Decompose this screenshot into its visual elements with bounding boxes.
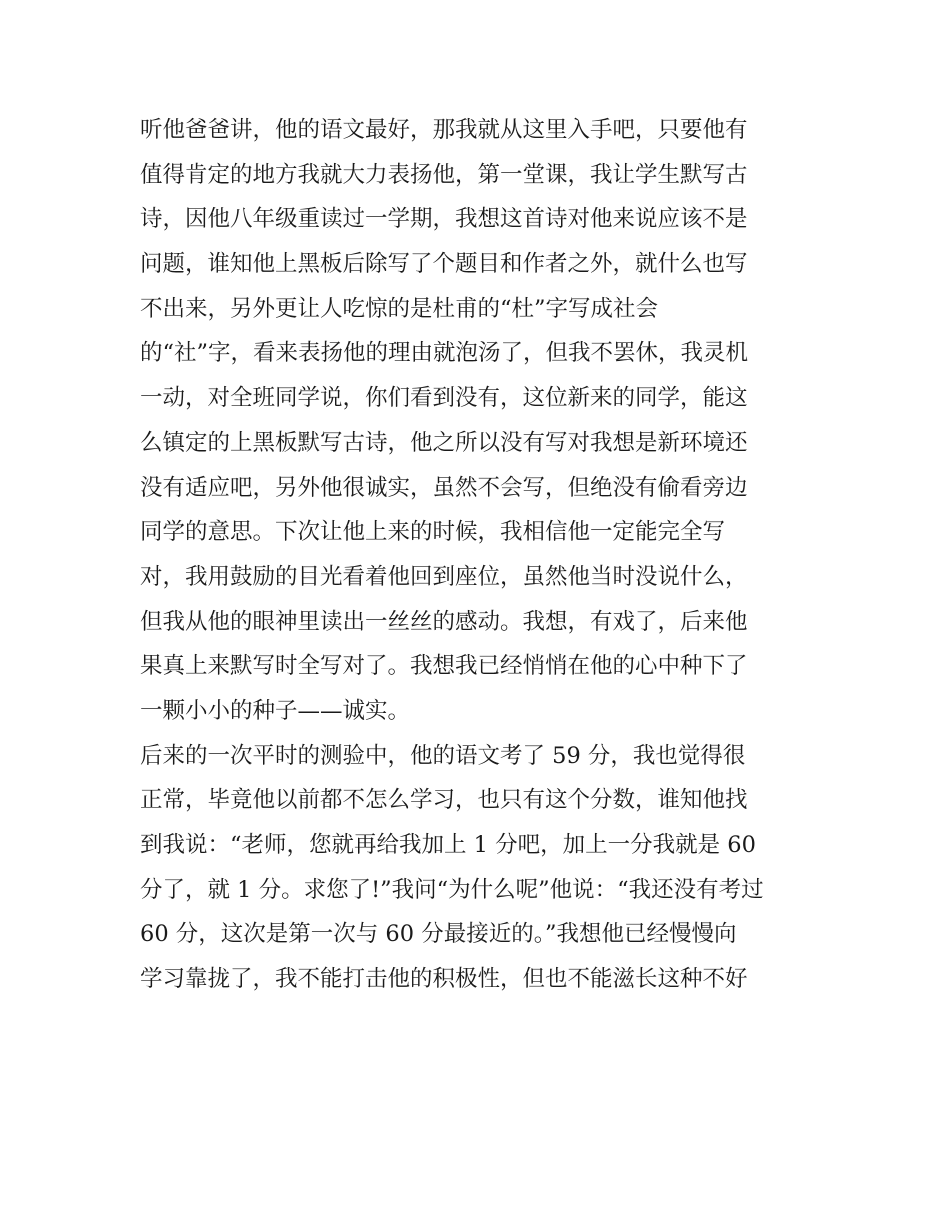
body-text	[140, 108, 820, 1002]
text-line: 问题，谁知他上黑板后除写了个题目和作者之外，就什么也写	[140, 251, 748, 278]
text-line: 60 分，这次是第一次与 60 分最接近的。”我想他已经慢慢向	[140, 921, 737, 948]
text-line: 分了，就 1 分。求您了!”我问“为什么呢”他说：“我还没有考过	[140, 876, 764, 903]
text-line: 不出来，另外更让人吃惊的是杜甫的“杜”字写成社会	[140, 295, 659, 322]
text-line: 到我说：“老师，您就再给我加上 1 分吧，加上一分我就是 60	[140, 832, 756, 858]
text-line: 听他爸爸讲，他的语文最好，那我就从这里入手吧，只要他有	[140, 117, 748, 143]
text-line: 但我从他的眼神里读出一丝丝的感动。我想，有戏了，后来他	[140, 608, 748, 635]
text-line: 果真上来默写时全写对了。我想我已经悄悄在他的心中种下了	[140, 653, 748, 680]
text-line: 学习靠拢了，我不能打击他的积极性，但也不能滋长这种不好	[140, 966, 748, 993]
text-line: 值得肯定的地方我就大力表扬他，第一堂课，我让学生默写古	[140, 161, 748, 188]
text-line: 一颗小小的种子——诚实。	[140, 697, 411, 724]
text-line: 没有适应吧，另外他很诚实，虽然不会写，但绝没有偷看旁边	[140, 474, 748, 501]
text-line: 后来的一次平时的测验中，他的语文考了 59 分，我也觉得很	[140, 742, 746, 769]
text-line: 的“社”字，看来表扬他的理由就泡汤了，但我不罢休，我灵机	[140, 340, 749, 367]
text-line: 正常，毕竟他以前都不怎么学习，也只有这个分数，谁知他找	[140, 787, 748, 814]
text-line: 么镇定的上黑板默写古诗，他之所以没有写对我想是新环境还	[140, 429, 748, 456]
text-line: 诗，因他八年级重读过一学期，我想这首诗对他来说应该不是	[140, 206, 748, 233]
text-line: 对，我用鼓励的目光看着他回到座位，虽然他当时没说什么，	[140, 563, 748, 590]
text-line: 同学的意思。下次让他上来的时候，我相信他一定能完全写	[140, 519, 726, 546]
text-line: 一动，对全班同学说，你们看到没有，这位新来的同学，能这	[140, 385, 748, 412]
